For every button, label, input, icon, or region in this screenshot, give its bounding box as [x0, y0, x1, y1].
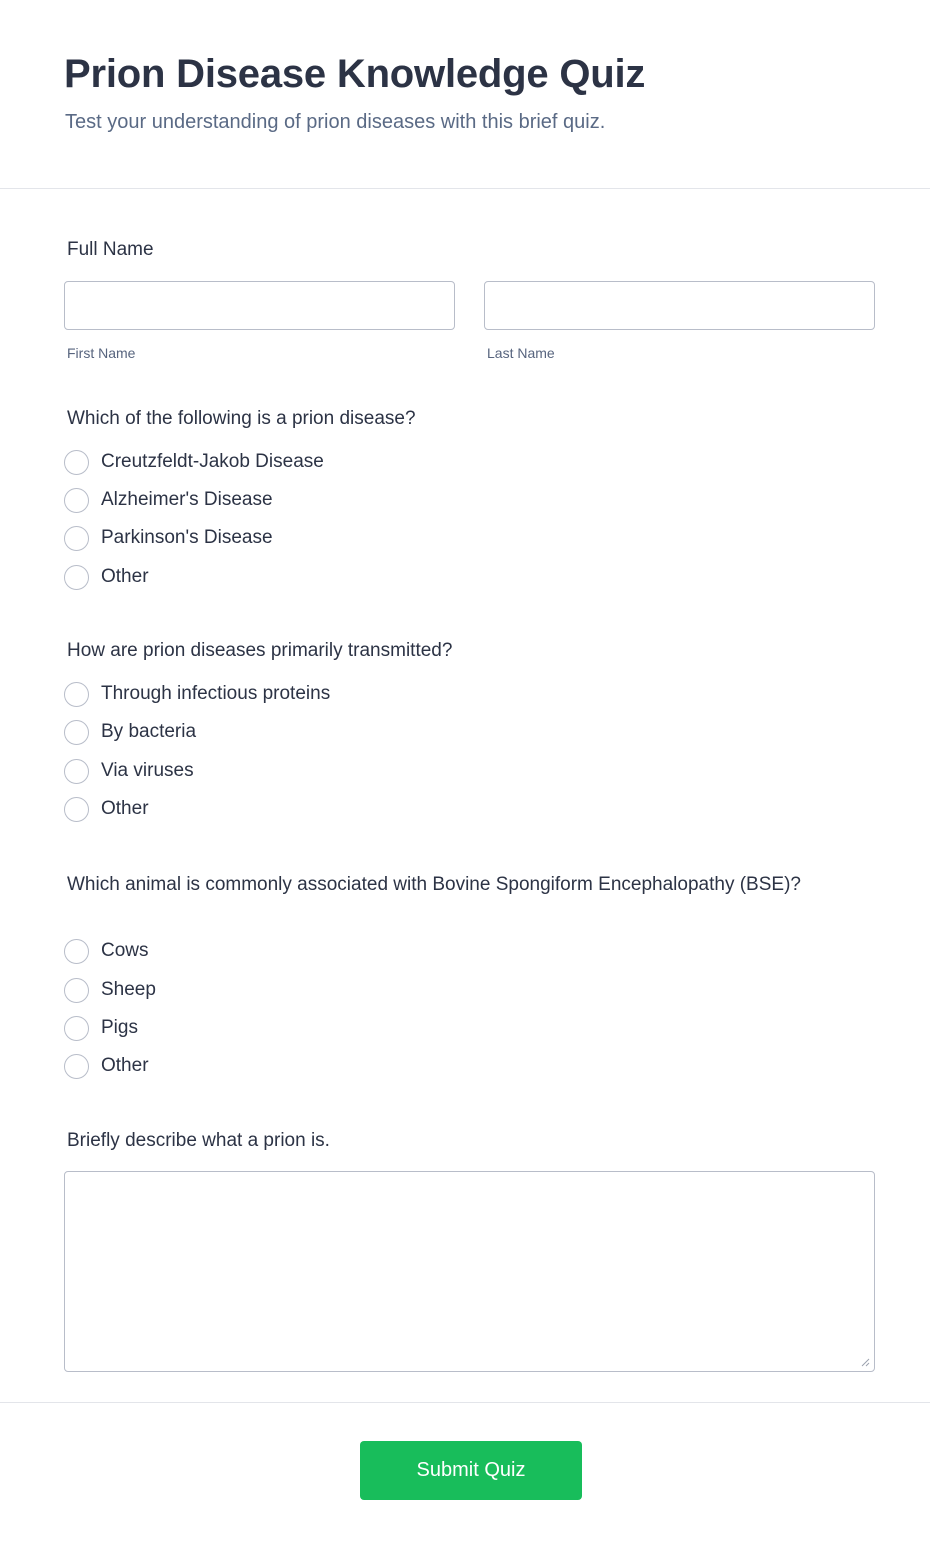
q1-option-4[interactable] [64, 564, 149, 590]
page-title: Prion Disease Knowledge Quiz [64, 52, 646, 96]
q3-option-3[interactable] [64, 1015, 138, 1041]
option-label[interactable]: Parkinson's Disease [101, 527, 273, 548]
page-subtitle: Test your understanding of prion diseases with this brief quiz. [65, 111, 606, 133]
option-label[interactable]: Pigs [101, 1017, 138, 1038]
q1-option-3[interactable] [64, 525, 273, 551]
radio-button[interactable] [64, 1016, 89, 1041]
resize-grip-icon[interactable] [860, 1357, 870, 1367]
option-label[interactable]: Other [101, 1055, 149, 1076]
question-3-label: Which animal is commonly associated with Bovine Spongiform Encephalopathy (BSE)? [67, 874, 801, 895]
form-header [0, 0, 930, 189]
q2-option-4[interactable] [64, 796, 149, 822]
footer-divider [0, 1402, 930, 1403]
radio-button[interactable] [64, 978, 89, 1003]
description-textarea[interactable] [64, 1171, 875, 1372]
option-label[interactable]: Through infectious proteins [101, 683, 331, 704]
radio-button[interactable] [64, 939, 89, 964]
option-label[interactable]: Other [101, 566, 149, 587]
q2-option-2[interactable] [64, 719, 196, 745]
radio-button[interactable] [64, 450, 89, 475]
option-label[interactable]: Sheep [101, 979, 156, 1000]
radio-button[interactable] [64, 565, 89, 590]
radio-button[interactable] [64, 682, 89, 707]
option-label[interactable]: Other [101, 798, 149, 819]
radio-button[interactable] [64, 720, 89, 745]
q1-option-1[interactable] [64, 449, 324, 475]
option-label[interactable]: Alzheimer's Disease [101, 489, 273, 510]
option-label[interactable]: By bacteria [101, 721, 197, 742]
full-name-label: Full Name [67, 239, 154, 260]
last-name-sublabel: Last Name [487, 345, 555, 361]
radio-button[interactable] [64, 526, 89, 551]
radio-button[interactable] [64, 488, 89, 513]
radio-button[interactable] [64, 1054, 89, 1079]
option-label[interactable]: Cows [101, 940, 149, 961]
description-label: Briefly describe what a prion is. [67, 1130, 330, 1151]
option-label[interactable]: Creutzfeldt-Jakob Disease [101, 451, 324, 472]
question-2-label: How are prion diseases primarily transmitted? [67, 640, 453, 661]
q2-option-3[interactable] [64, 758, 194, 784]
first-name-sublabel: First Name [67, 345, 136, 361]
q1-option-2[interactable] [64, 487, 273, 513]
submit-button[interactable]: Submit Quiz [360, 1441, 582, 1500]
radio-button[interactable] [64, 759, 89, 784]
option-label[interactable]: Via viruses [101, 760, 194, 781]
q2-option-1[interactable] [64, 681, 330, 707]
first-name-input[interactable] [64, 281, 455, 330]
q3-option-1[interactable] [64, 938, 149, 964]
radio-button[interactable] [64, 797, 89, 822]
q3-option-2[interactable] [64, 977, 156, 1003]
q3-option-4[interactable] [64, 1053, 149, 1079]
question-1-label: Which of the following is a prion disease? [67, 408, 416, 429]
last-name-input[interactable] [484, 281, 875, 330]
